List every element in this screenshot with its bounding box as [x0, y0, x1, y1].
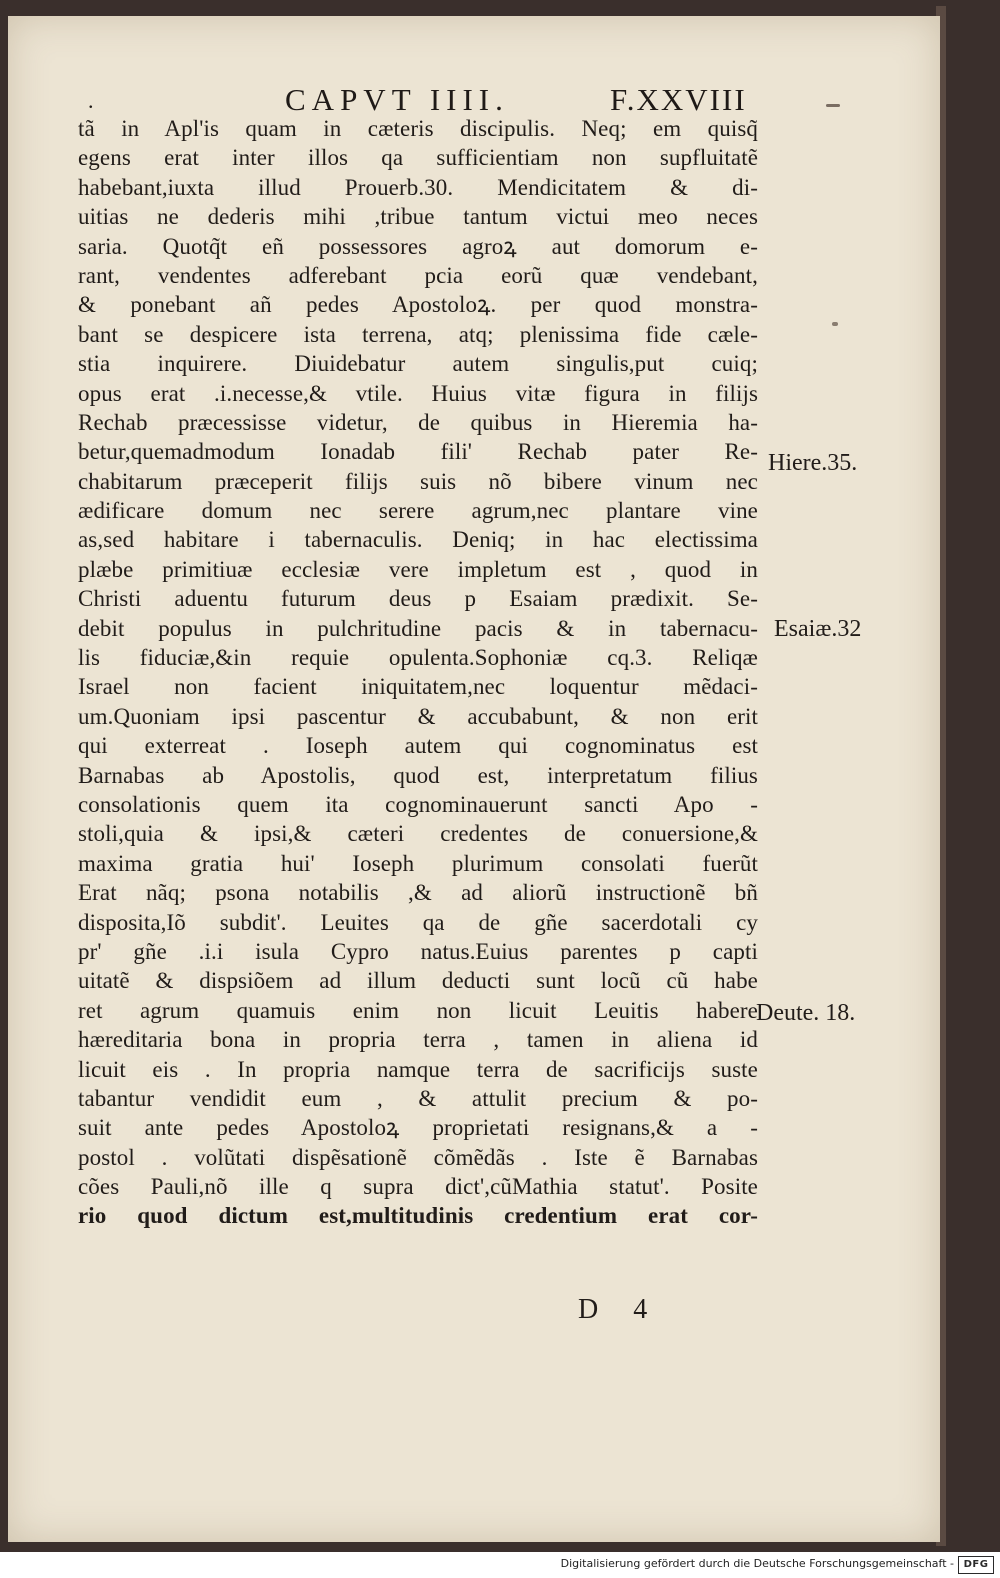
funding-credit: Digitalisierung gefördert durch die Deutsche Forschungsgemeinschaft -	[560, 1557, 954, 1570]
text-line: egens erat inter illos qa sufficientiam non supfluitatẽ	[78, 145, 758, 171]
text-line: & ponebant añ pedes Apostoloꝝ. per quod monstra-	[78, 292, 758, 318]
text-line: tabantur vendidit eum , & attulit precium & po-	[78, 1085, 758, 1111]
text-line: opus erat .i.necesse,& vtile. Huius vitæ figura in filijs	[78, 380, 758, 406]
text-line: Rechab præcessisse videtur, de quibus in Hieremia ha-	[78, 409, 758, 435]
text-line: Christi aduentu futurum deus p Esaiam prædixit. Se-	[78, 586, 758, 612]
text-line: plæbe primitiuæ ecclesiæ vere impletum est , quod in	[78, 556, 758, 582]
text-line: Barnabas ab Apostolis, quod est, interpretatum filius	[78, 762, 758, 788]
text-line: habebant,iuxta illud Prouerb.30. Mendicitatem & di-	[78, 174, 758, 200]
dfg-logo: DFG	[958, 1556, 994, 1574]
text-line: tã in Apl'is quam in cæteris discipulis. Neq; em quisq̃	[78, 116, 758, 141]
text-line: um.Quoniam ipsi pascentur & accubabunt, & non erit	[78, 703, 758, 729]
text-line: rio quod dictum est,multitudinis credentium erat cor-	[78, 1203, 758, 1229]
text-line: stoli,quia & ipsi,& cæteri credentes de conuersione,&	[78, 821, 758, 847]
marginal-note: Esaiæ.32	[774, 616, 862, 642]
text-line: saria. Quotq̃t eñ possessores agroꝝ aut domorum e-	[78, 233, 758, 259]
text-line: betur,quemadmodum Ionadab fili' Rechab pater Re-	[78, 439, 758, 465]
signature-mark: D 4	[578, 1294, 662, 1325]
text-line: ædificare domum nec serere agrum,nec plantare vine	[78, 498, 758, 524]
text-line: pr' gñe .i.i isula Cypro natus.Euius parentes p capti	[78, 938, 758, 964]
text-line: suit ante pedes Apostoloꝝ proprietati resignans,& a -	[78, 1115, 758, 1141]
marginal-note: Hiere.35.	[768, 450, 858, 476]
text-line: consolationis quem ita cognominauerunt sancti Apo -	[78, 791, 758, 817]
text-line: postol . volũtati dispẽsationẽ cõmẽdãs . Iste ẽ Barnabas	[78, 1144, 758, 1170]
text-line: Israel non facient iniquitatem,nec loquentur mẽdaci-	[78, 674, 758, 700]
chapter-title: CAPVT IIII.	[285, 82, 509, 117]
text-line: bant se despicere ista terrena, atq; plenissima fide cæle-	[78, 321, 758, 347]
text-line: uitias ne dederis mihi ,tribue tantum victui meo neces	[78, 204, 758, 230]
text-line: debit populus in pulchritudine pacis & in tabernacu-	[78, 615, 758, 641]
text-line: ret agrum quamuis enim non licuit Leuitis habere	[78, 997, 758, 1023]
marginal-note: Deute. 18.	[756, 1000, 856, 1026]
text-line: rant, vendentes adferebant pcia eorũ quæ vendebant,	[78, 262, 758, 288]
text-line: cões Pauli,nõ ille q supra dict',cũMathia statut'. Posite	[78, 1174, 758, 1200]
ink-smudge	[826, 104, 840, 107]
ink-smudge	[832, 322, 838, 326]
body-text	[78, 114, 758, 1231]
text-line: lis fiduciæ,&in requie opulenta.Sophoniæ cq.3. Reliqæ	[78, 645, 758, 671]
folio-number: F.XXVIII	[610, 82, 747, 117]
text-line: as,sed habitare i tabernaculis. Deniq; in hac electissima	[78, 527, 758, 553]
text-line: hæreditaria bona in propria terra , tamen in aliena id	[78, 1027, 758, 1053]
text-line: maxima gratia hui' Ioseph plurimum consolati fuerũt	[78, 850, 758, 876]
text-line: chabitarum præceperit filijs suis nõ bibere vinum nec	[78, 468, 758, 494]
text-line: qui exterreat . Ioseph autem qui cognominatus est	[78, 733, 758, 759]
text-line: disposita,Iõ subdit'. Leuites qa de gñe sacerdotali cy	[78, 909, 758, 935]
running-head-dot: .	[88, 88, 94, 113]
text-line: uitatẽ & dispsiõem ad illum deducti sunt locũ cũ habe	[78, 968, 758, 994]
text-line: stia inquirere. Diuidebatur autem singulis,put cuiq;	[78, 351, 758, 377]
text-line: Erat nãq; psona notabilis ,& ad aliorũ instructionẽ bñ	[78, 880, 758, 906]
text-line: licuit eis . In propria namque terra de sacrificijs suste	[78, 1056, 758, 1082]
digitization-footer	[0, 1552, 1000, 1578]
